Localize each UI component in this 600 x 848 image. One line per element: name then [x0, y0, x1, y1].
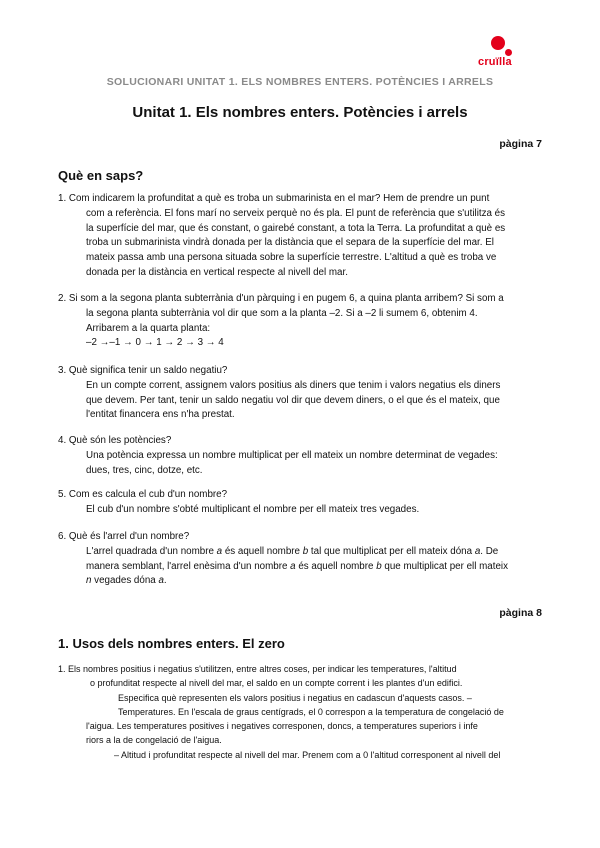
answer-3-line: l'entitat financera ens n'ha prestat. [86, 409, 235, 421]
exercise-1-line: Especifica què representen els valors positius i negatius en cadascun d'aquests casos. – [118, 692, 472, 703]
answer-1-line: troba un submarinista vindrà donada per la distància que el separa de la superfície del mar. El [86, 237, 494, 249]
answer-1-line: mateix passa amb una persona situada sobre la superfície terrestre. L'altitud a què es troba ve [86, 252, 497, 264]
answer-2-line: la segona planta subterrània vol dir que som a la planta –2. Si a –2 li sumem 6, obtenim 4. [86, 307, 478, 319]
answer-6-line: L'arrel quadrada d'un nombre a és aquell nombre b tal que multiplicat per ell mateix dóna a. De [86, 545, 499, 557]
question-5-text: 5. Com es calcula el cub d'un nombre? [58, 489, 228, 500]
question-5 [58, 488, 548, 518]
section-heading-que-en-saps: Què en saps? [58, 168, 144, 183]
exercise-1-line: l'aigua. Les temperatures positives i negatives corresponen, doncs, a temperatures superiors i infe [86, 721, 478, 732]
publisher-logo: cruïlla [478, 56, 512, 68]
question-6-text: 6. Què és l'arrel d'un nombre? [58, 531, 190, 542]
page-title: Unitat 1. Els nombres enters. Potències i arrels [132, 104, 468, 121]
answer-4-line: dues, tres, cinc, dotze, etc. [86, 464, 203, 476]
page-marker-8: pàgina 8 [499, 607, 542, 619]
answer-6-line: manera semblant, l'arrel enèsima d'un nombre a és aquell nombre b que multiplicat per ell mateix [86, 560, 508, 572]
answer-1-line: com a referència. El fons marí no serveix perquè no és pla. El punt de referència que s'utilitza és [86, 207, 506, 219]
answer-3-line: En un compte corrent, assignem valors positius als diners que tenim i valors negatius els diners [86, 379, 501, 391]
exercise-1 [58, 662, 548, 762]
question-1-line: 1. Com indicarem la profunditat a què es troba un submarinista en el mar? Hem de prendre un punt [58, 193, 490, 204]
question-4 [58, 434, 548, 478]
question-3 [58, 364, 548, 423]
answer-4-line: Una potència expressa un nombre multiplicat per ell mateix un nombre determinat de vegades: [86, 449, 498, 461]
exercise-1-line: 1. Els nombres positius i negatius s'utilitzen, entre altres coses, per indicar les temperatures, l'altitud [58, 664, 457, 674]
page-marker-7: pàgina 7 [499, 138, 542, 150]
logo-dot-small [505, 49, 512, 56]
answer-3-line: que devem. Per tant, tenir un saldo negatiu vol dir que devem diners, o el que és el mateix, que [86, 394, 500, 406]
question-6 [58, 530, 548, 589]
running-header: SOLUCIONARI UNITAT 1. ELS NOMBRES ENTERS. POTÈNCIES I ARRELS [106, 76, 494, 88]
exercise-1-line: o profunditat respecte al nivell del mar, el saldo en un compte corrent i les plantes d'un edifici. [90, 678, 463, 689]
logo-dot-large [491, 36, 505, 50]
exercise-1-line: – Altitud i profunditat respecte al nivell del mar. Prenem com a 0 l'altitud corresponent al nivell del [114, 749, 501, 760]
answer-5-line: El cub d'un nombre s'obté multiplicant el nombre per ell mateix tres vegades. [86, 503, 420, 515]
answer-1-line: la superfície del mar, que és constant, o gairebé constant, a tota la Terra. La profunditat a què es [86, 222, 506, 234]
question-2-line: 2. Si som a la segona planta subterrània d'un pàrquing i en pugem 6, a quina planta arribem? Si som a [58, 293, 504, 304]
question-2 [58, 292, 548, 351]
question-1 [58, 192, 548, 281]
answer-1-line: donada per la distància en vertical respecte al nivell del mar. [86, 266, 348, 278]
answer-6-line: n vegades dóna a. [86, 575, 167, 587]
answer-2-sequence: –2 →–1 → 0 → 1 → 2 → 3 → 4 [86, 337, 224, 349]
exercise-1-line: riors a la de congelació de l'aigua. [86, 735, 222, 746]
answer-2-line: Arribarem a la quarta planta: [86, 322, 211, 334]
exercise-1-line: Temperatures. En l'escala de graus centígrads, el 0 correspon a la temperatura de congelació de [118, 706, 504, 717]
question-3-text: 3. Què significa tenir un saldo negatiu? [58, 365, 228, 376]
question-4-text: 4. Què són les potències? [58, 435, 172, 446]
logo-dots-icon [483, 36, 523, 58]
section-heading-usos: 1. Usos dels nombres enters. El zero [58, 636, 285, 651]
